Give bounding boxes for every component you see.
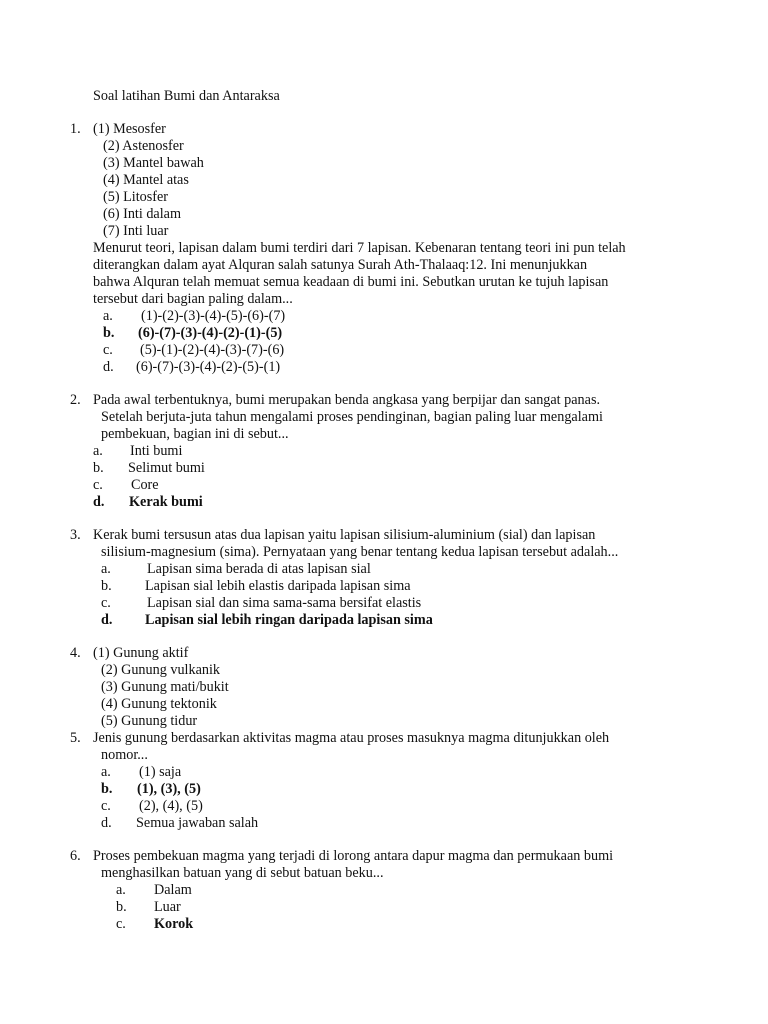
list-item: (4) Mantel atas (103, 172, 189, 188)
option-d: d. Semua jawaban salah (101, 815, 259, 831)
question-text: menghasilkan batuan yang di sebut batuan beku... (101, 865, 384, 881)
option-b: b. Selimut bumi (93, 460, 205, 476)
option-b-correct: b. (6)-(7)-(3)-(4)-(2)-(1)-(5) (103, 325, 283, 341)
question-number: 4. (70, 645, 81, 661)
list-item: (7) Inti luar (103, 223, 169, 239)
question-text: diterangkan dalam ayat Alquran salah satunya Surah Ath-Thalaaq:12. Ini menunjukkan (93, 257, 588, 273)
option-b: b. Luar (116, 899, 181, 915)
option-a: a. (1) saja (101, 764, 182, 780)
list-item: (3) Mantel bawah (103, 155, 204, 171)
question-text: Proses pembekuan magma yang terjadi di lorong antara dapur magma dan permukaan bumi (93, 848, 614, 864)
option-d-correct: d. Kerak bumi (93, 494, 203, 510)
option-a: a. (1)-(2)-(3)-(4)-(5)-(6)-(7) (103, 308, 286, 324)
question-number: 3. (70, 527, 81, 543)
option-b-correct: b. (1), (3), (5) (101, 781, 201, 797)
question-text: Pada awal terbentuknya, bumi merupakan benda angkasa yang berpijar dan sangat panas. (93, 392, 601, 408)
option-c: c. Core (93, 477, 159, 493)
option-a: a. Dalam (116, 882, 192, 898)
list-item: (5) Litosfer (103, 189, 169, 205)
question-text: Setelah berjuta-juta tahun mengalami proses pendinginan, bagian paling luar mengalami (101, 409, 603, 425)
option-d: d. (6)-(7)-(3)-(4)-(2)-(5)-(1) (103, 359, 281, 375)
list-item: (5) Gunung tidur (101, 713, 198, 729)
question-text: silisium-magnesium (sima). Pernyataan yang benar tentang kedua lapisan tersebut adalah... (101, 544, 619, 560)
question-text: tersebut dari bagian paling dalam... (93, 291, 293, 307)
question-number: 2. (70, 392, 81, 408)
question-text: Jenis gunung berdasarkan aktivitas magma atau proses masuknya magma ditunjukkan oleh (93, 730, 610, 746)
option-a: a. Inti bumi (93, 443, 183, 459)
option-a: a. Lapisan sima berada di atas lapisan sial (101, 561, 371, 577)
option-c: c. (5)-(1)-(2)-(4)-(3)-(7)-(6) (103, 342, 285, 358)
list-item: (2) Gunung vulkanik (101, 662, 221, 678)
question-text: nomor... (101, 747, 148, 763)
question-number: 5. (70, 730, 81, 746)
list-item: (1) Mesosfer (93, 121, 166, 137)
list-item: (6) Inti dalam (103, 206, 182, 222)
option-c-correct: c. Korok (116, 916, 194, 932)
option-b: b. Lapisan sial lebih elastis daripada lapisan sima (101, 578, 411, 594)
question-text: pembekuan, bagian ini di sebut... (101, 426, 289, 442)
question-number: 6. (70, 848, 81, 864)
option-c: c. Lapisan sial dan sima sama-sama bersifat elastis (101, 595, 422, 611)
question-text: Menurut teori, lapisan dalam bumi terdiri dari 7 lapisan. Kebenaran tentang teori ini pun telah (93, 240, 626, 256)
question-text: Kerak bumi tersusun atas dua lapisan yaitu lapisan silisium-aluminium (sial) dan lapisan (93, 527, 596, 543)
list-item: (2) Astenosfer (103, 138, 184, 154)
list-item: (4) Gunung tektonik (101, 696, 217, 712)
page-title: Soal latihan Bumi dan Antaraksa (93, 88, 280, 104)
option-c: c. (2), (4), (5) (101, 798, 203, 814)
question-text: bahwa Alquran telah memuat semua keadaan di bumi ini. Sebutkan urutan ke tujuh lapisan (93, 274, 609, 290)
list-item: (1) Gunung aktif (93, 645, 189, 661)
question-number: 1. (70, 121, 81, 137)
list-item: (3) Gunung mati/bukit (101, 679, 229, 695)
option-d-correct: d. Lapisan sial lebih ringan daripada lapisan sima (101, 612, 433, 628)
